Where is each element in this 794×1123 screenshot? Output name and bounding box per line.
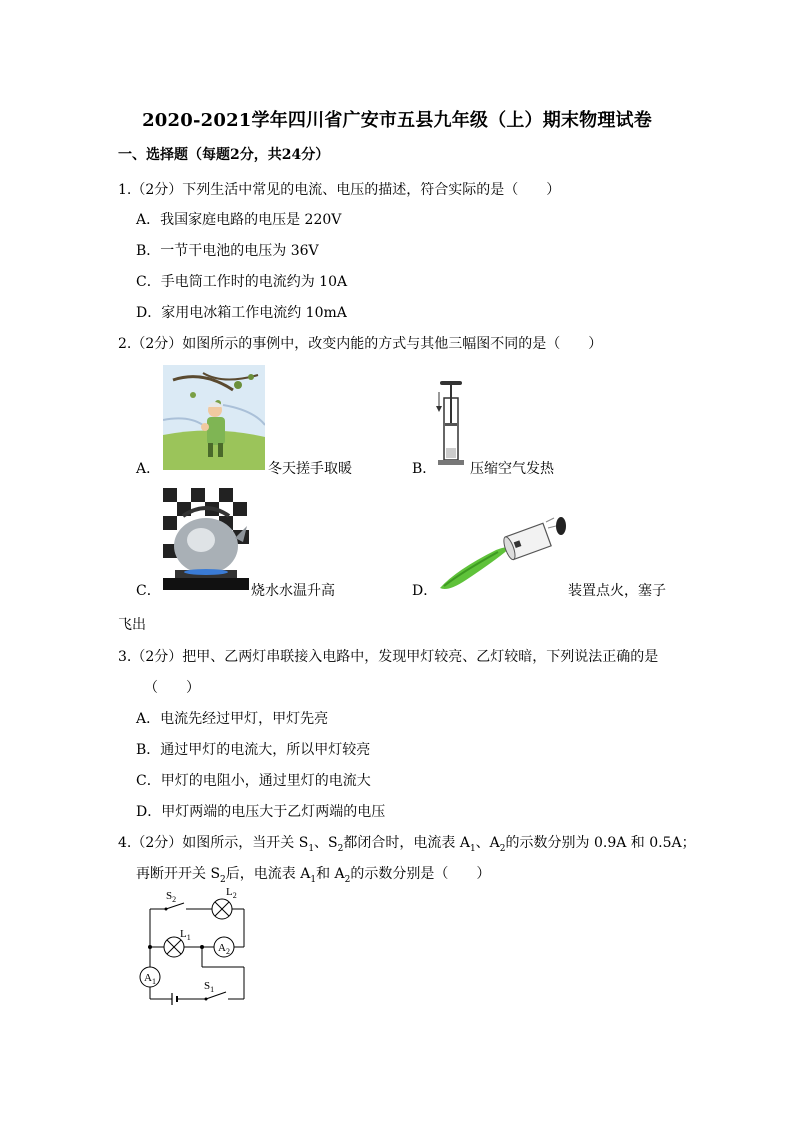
q2-option-d-caption: 装置点火，塞子 — [568, 583, 666, 599]
q4-text: 的示数分别为 0.9A 和 0.5A； — [505, 835, 696, 851]
q4-sub: 2 — [344, 874, 351, 885]
page-title: 2020-2021学年四川省广安市五县九年级（上）期末物理试卷 — [142, 110, 652, 131]
q4-text: 的示数分别是（ ） — [350, 866, 491, 882]
q3-option-c[interactable]: C．甲灯的电阻小，通过里灯的电流大 — [136, 773, 371, 789]
s2-label: $S_2$ — [166, 890, 177, 904]
l1-label: $L_1$ — [180, 928, 191, 942]
question-3-stem: 3.（2分）把甲、乙两灯串联接入电路中，发现甲灯较亮、乙灯较暗，下列说法正确的是 — [118, 649, 659, 665]
q4-sub: 1 — [310, 874, 317, 885]
q4-text: 和 A — [316, 866, 345, 882]
q4-sub: 1 — [469, 843, 476, 854]
q1-option-a[interactable]: A．我国家庭电路的电压是 220V — [136, 212, 342, 228]
q4-text: 再断开开关 S — [136, 866, 221, 882]
q4-sub: 2 — [337, 843, 344, 854]
air-compression-image — [436, 378, 466, 470]
section-heading: 一、选择题（每题2分，共24分） — [118, 147, 330, 163]
q2-option-a-caption: 冬天搓手取暖 — [268, 461, 352, 477]
q1-option-c[interactable]: C．手电筒工作时的电流约为 10A — [136, 274, 348, 290]
question-2-stem: 2.（2分）如图所示的事例中，改变内能的方式与其他三幅图不同的是（ ） — [118, 336, 603, 352]
q1-option-d[interactable]: D．家用电冰箱工作电流约 10mA — [136, 305, 347, 321]
q2-option-d-caption-continued: 飞出 — [118, 617, 146, 633]
question-1-stem: 1.（2分）下列生活中常见的电流、电压的描述，符合实际的是（ ） — [118, 182, 561, 198]
q2-option-a-letter[interactable]: A． — [136, 461, 161, 477]
s1-switch — [206, 992, 226, 999]
q4-sub: 1 — [308, 843, 315, 854]
q2-option-d-letter[interactable]: D． — [412, 583, 438, 599]
q3-option-b[interactable]: B．通过甲灯的电流大，所以甲灯较亮 — [136, 742, 371, 758]
q2-option-c-caption: 烧水水温升高 — [251, 583, 335, 599]
q2-option-b-caption: 压缩空气发热 — [470, 461, 554, 477]
q2-option-c-letter[interactable]: C． — [136, 583, 161, 599]
kettle-image — [163, 488, 249, 590]
q4-sub: 2 — [499, 843, 506, 854]
question-4-stem-line2 — [136, 863, 490, 885]
q4-sub: 2 — [220, 874, 226, 885]
q4-text: 都闭合时，电流表 A — [343, 835, 470, 851]
q4-text: 、S — [314, 835, 338, 851]
a2-label: $A_2$ — [218, 942, 230, 956]
ignition-device-image — [436, 510, 570, 594]
s1-label: $S_1$ — [204, 980, 215, 994]
q4-text: 后，电流表 A — [225, 866, 311, 882]
question-3-stem-blank: （ ） — [144, 680, 200, 696]
q3-option-a[interactable]: A．电流先经过甲灯，甲灯先亮 — [136, 711, 329, 727]
rubbing-hands-image — [163, 365, 265, 470]
q4-text: 、A — [475, 835, 500, 851]
question-4-stem — [118, 832, 696, 854]
q4-text: 4.（2分）如图所示，当开关 S — [118, 835, 309, 851]
l2-label: $L_2$ — [226, 886, 237, 900]
a1-label: $A_1$ — [144, 972, 156, 986]
circuit-diagram — [136, 885, 254, 1007]
q2-option-b-letter[interactable]: B． — [412, 461, 437, 477]
q3-option-d[interactable]: D．甲灯两端的电压大于乙灯两端的电压 — [136, 804, 386, 820]
q1-option-b[interactable]: B．一节干电池的电压为 36V — [136, 243, 319, 259]
